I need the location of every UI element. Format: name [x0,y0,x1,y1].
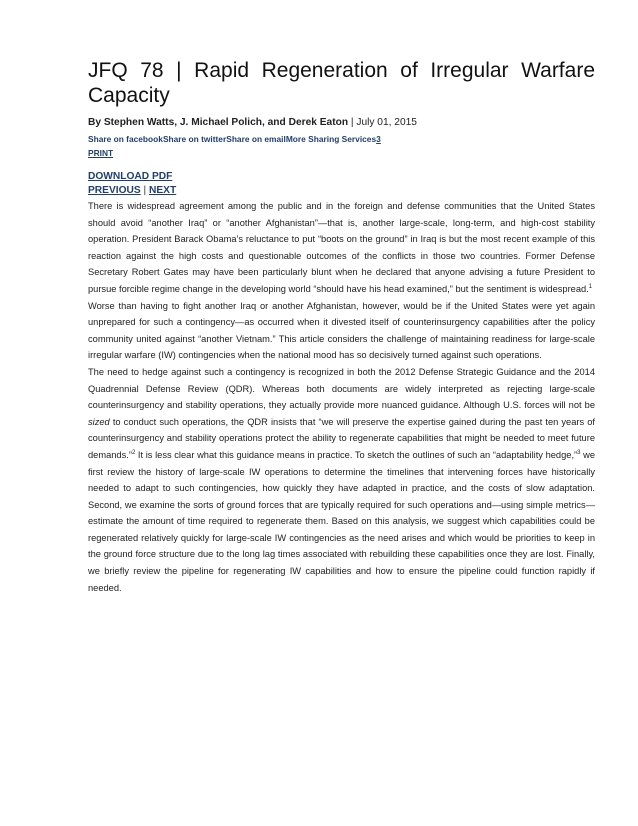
next-link[interactable]: NEXT [149,185,177,196]
footnote-1[interactable]: 1 [588,283,593,290]
authors: Stephen Watts, J. Michael Polich, and Derek Eaton [103,117,349,128]
footnote-3[interactable]: 3 [577,449,581,456]
share-count[interactable]: 3 [376,134,381,144]
paragraph-1-text: There is widespread agreement among the public and in the foreign and defense communities that the United States should avoid “another Iraq” or “another Afghanistan”—that is, another large-scale, long-term, and high-cost stability operation. President Barack Obama’s reluctance to put “boots on the ground” in Iraq is but the most recent example of this reaction against the high costs and questionable outcomes of the conflicts in those two countries. Former Defense Secretary Robert Gates may have been particularly blunt when he declared that anyone advising a future President to pursue forcible regime change in the developing world “should have his head examined,” but the sentiment is widespread. [88,201,595,294]
share-facebook-link[interactable]: Share on facebook [88,134,163,144]
download-pdf-link[interactable]: DOWNLOAD PDF [88,171,173,182]
share-twitter-link[interactable]: Share on twitter [162,134,227,144]
publish-date: July 01, 2015 [356,117,417,128]
article [88,58,595,596]
paragraph-2: Worse than having to fight another Iraq or another Afghanistan, however, would be if the United States were yet again unprepared for such a contingency—as occurred when it divested itself of counterinsurgency capabilities after the policy community united against “another Vietnam.” This article considers the challenge of maintaining readiness for large-scale irregular warfare (IW) contingencies when the national mood has so decisively turned against such operations. [88,300,595,361]
paragraph-3-part-b: to conduct such operations, the QDR insists that “we will preserve the expertise gained during the past ten years of counterinsurgency and stability operations protect the ability to regenerate capabilities that might be needed to meet future demands.” [88,416,595,460]
page-title: JFQ 78 | Rapid Regeneration of Irregular Warfare Capacity [88,59,595,107]
footnote-2[interactable]: 2 [131,449,136,456]
paragraph-3-part-d: we first review the history of large-scale IW operations to determine the timelines that intervening forces have historically needed to adapt to such contingencies, how quickly they have adapted in practice, and the costs of slow adaptation. Second, we examine the sorts of ground forces that are typically required for such operations and—using simple metrics—estimate the amount of time required to regenerate them. Based on this analysis, we suggest which capabilities could be regenerated relatively quickly for large-scale IW contingencies as the need arises and which would be priorities to keep in the ground force structure due to the long lag times associated with rebuilding these capabilities once they are lost. Finally, we briefly review the pipeline for regenerating IW capabilities and how to ensure the pipeline could function rapidly if needed. [88,449,595,593]
byline-separator: | [348,117,357,128]
byline [88,116,595,130]
print-link[interactable]: PRINT [88,148,114,158]
paragraph-3 [88,364,595,596]
paragraph-1 [88,198,595,298]
byline-prefix: By [88,117,104,128]
paragraph-3-part-a: The need to hedge against such a contingency is recognized in both the 2012 Defense Strategic Guidance and the 2014 Quadrennial Defense Review (QDR). Whereas both documents are widely interpreted as rejecting large-scale counterinsurgency and stability operations, they actually provide more nuanced guidance. Although U.S. forces will not be [88,366,595,411]
paragraph-3-emphasis: sized [88,416,110,427]
article-links [88,170,595,198]
more-sharing-link[interactable]: More Sharing Services [285,134,377,144]
nav-separator: | [143,185,147,196]
previous-link[interactable]: PREVIOUS [88,185,141,196]
share-email-link[interactable]: Share on email [226,134,286,144]
share-bar [88,133,595,145]
paragraph-3-part-c: It is less clear what this guidance means in practice. To sketch the outlines of such an “adaptability hedge,” [135,449,578,460]
